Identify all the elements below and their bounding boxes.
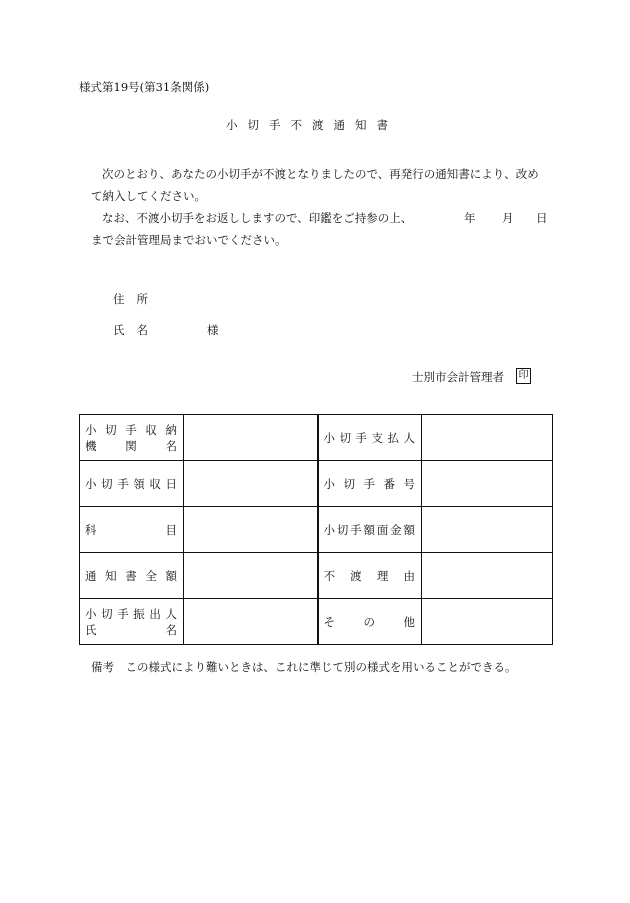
field-label-line: 小 切 手 額 面 金 額 — [323, 522, 415, 537]
paragraph-line: まで会計管理局までおいでください。 — [91, 233, 287, 247]
field-label — [80, 599, 184, 645]
field-label — [318, 415, 422, 461]
field-label — [80, 507, 184, 553]
year-label: 年 — [464, 211, 476, 225]
field-value[interactable] — [422, 461, 553, 507]
field-label-line: 通 知 書 全 額 — [85, 568, 177, 583]
field-label-line: 小 切 手 領 収 日 — [85, 476, 177, 491]
field-label-line: 小 切 手 番 号 — [323, 476, 415, 491]
field-label — [80, 461, 184, 507]
issuer-name: 士別市会計管理者 — [412, 370, 504, 384]
field-value[interactable] — [184, 461, 318, 507]
month-label: 月 — [502, 211, 514, 225]
table-row — [80, 415, 553, 461]
field-label-line: 不 渡 理 由 — [323, 568, 415, 583]
form-number: 様式第19号(第31条関係) — [79, 80, 210, 94]
field-label-line: 氏 名 — [85, 622, 177, 637]
notice-paragraph-1 — [91, 163, 561, 207]
field-label-line: 小 切 手 収 納 — [85, 422, 177, 437]
paragraph-line: なお、不渡小切手をお返ししますので、印鑑をご持参の上、 — [102, 211, 413, 225]
table-row — [80, 599, 553, 645]
address-label: 住所 — [113, 292, 160, 306]
document-title: 小切手不渡通知書 — [226, 118, 398, 132]
table-row — [80, 507, 553, 553]
field-label — [318, 599, 422, 645]
notice-table — [79, 414, 553, 645]
field-label — [80, 415, 184, 461]
field-value[interactable] — [184, 553, 318, 599]
field-value[interactable] — [184, 415, 318, 461]
field-value[interactable] — [422, 553, 553, 599]
name-label: 氏名 — [113, 323, 160, 337]
field-value[interactable] — [184, 599, 318, 645]
day-label: 日 — [536, 211, 548, 225]
paragraph-line: 次のとおり、あなたの小切手が不渡となりましたので、再発行の通知書により、改め — [102, 167, 539, 181]
field-value[interactable] — [422, 599, 553, 645]
remarks: 備考 この様式により難いときは、これに準じて別の様式を用いることができる。 — [91, 660, 517, 674]
field-label-line: 小 切 手 支 払 人 — [323, 430, 415, 445]
field-label-line: 小 切 手 振 出 人 — [85, 606, 177, 621]
table-row — [80, 461, 553, 507]
field-label — [318, 553, 422, 599]
field-label — [318, 461, 422, 507]
field-value[interactable] — [184, 507, 318, 553]
notice-paragraph-2 — [91, 207, 561, 251]
field-value[interactable] — [422, 507, 553, 553]
field-value[interactable] — [422, 415, 553, 461]
field-label-line: そ の 他 — [323, 614, 415, 629]
field-label — [318, 507, 422, 553]
paragraph-line: て納入してください。 — [91, 189, 206, 203]
table-row — [80, 553, 553, 599]
field-label-line: 科 目 — [85, 522, 177, 537]
honorific: 様 — [207, 323, 219, 337]
field-label — [80, 553, 184, 599]
field-label-line: 機 関 名 — [85, 438, 177, 453]
seal-mark: 印 — [516, 368, 531, 384]
